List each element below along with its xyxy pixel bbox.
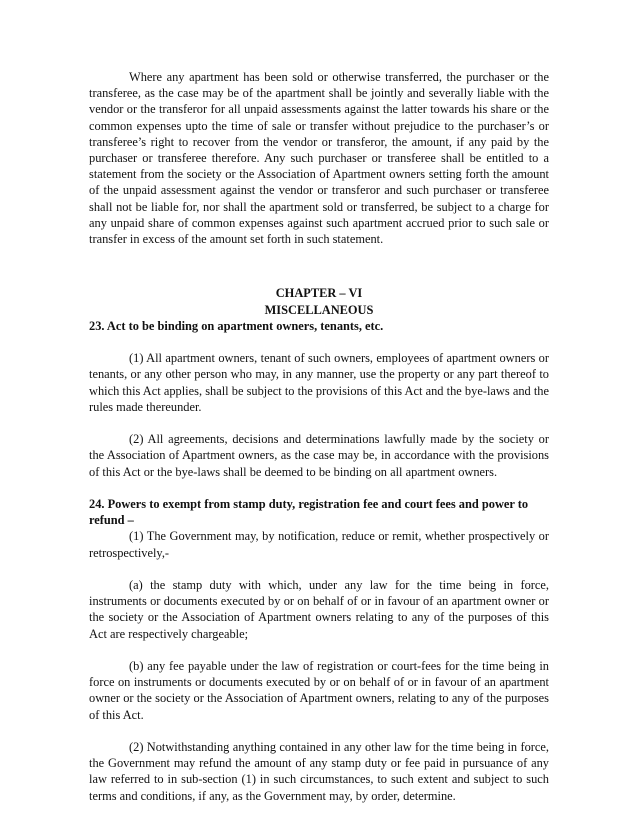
section-24-paragraph-a: (a) the stamp duty with which, under any law for the time being in force, instruments or documents executed by or on behalf of or in favour of an apartment owner or the society or the Association of Apartment owners relating to any of the purposes of this Act are respectively chargeable; xyxy=(89,578,549,641)
spacer xyxy=(89,415,549,431)
spacer xyxy=(89,723,549,739)
spacer xyxy=(89,642,549,658)
spacer xyxy=(89,334,549,350)
section-23-paragraph-1: (1) All apartment owners, tenant of such owners, employees of apartment owners or tenants, or any other person who may, in any manner, use the property or any part thereof to which this Act applies, shall be subject to the provisions of this Act and the bye-laws and the rules made thereunder. xyxy=(89,351,549,414)
document-page xyxy=(89,69,549,804)
chapter-title: CHAPTER – VI xyxy=(275,286,363,301)
intro-paragraph: Where any apartment has been sold or otherwise transferred, the purchaser or the transferee, as the case may be of the apartment shall be jointly and severally liable with the vendor or the transferor for all unpaid assessments against the latter towards his share or the common expenses upto the time of sale or transfer without prejudice to the purchaser’s or transferee’s right to recover from the vendor or transferor, the amount, if any paid by the purchaser or transferee therefore. Any such purchaser or transferee shall be entitled to a statement from the society or the Association of Apartment owners setting forth the amount of the unpaid assessment against the vendor or transferor and such purchaser or transferee shall not be liable for, nor shall the apartment sold or transferred, be subject to a charge for any unpaid share of common expenses against such apartment accrued prior to such sale or transfer in excess of the amount set forth in such statement. xyxy=(89,70,549,247)
spacer xyxy=(89,561,549,577)
chapter-subtitle: MISCELLANEOUS xyxy=(264,302,374,317)
spacer xyxy=(89,247,549,269)
section-24-heading: 24. Powers to exempt from stamp duty, registration fee and court fees and power to refund – xyxy=(89,497,529,528)
spacer xyxy=(89,269,549,285)
section-24-paragraph-2: (2) Notwithstanding anything contained in any other law for the time being in force, the Government may refund the amount of any stamp duty or fee paid in pursuance of any law referred to in sub-section (1) in such circumstances, to such extent and subject to such terms and conditions, if any, as the Government may, by order, determine. xyxy=(89,740,549,803)
section-23-paragraph-2: (2) All agreements, decisions and determinations lawfully made by the society or the Association of Apartment owners, as the case may be, in accordance with the provisions of this Act or the bye-laws shall be deemed to be binding on all apartment owners. xyxy=(89,432,549,479)
section-24-paragraph-b: (b) any fee payable under the law of registration or court-fees for the time being in force on instruments or documents executed by or on behalf of or in favour of an apartment owner or the society or the Association of Apartment owners, relating to any of the purposes of this Act. xyxy=(89,659,549,722)
section-23-heading: 23. Act to be binding on apartment owners, tenants, etc. xyxy=(89,318,384,333)
section-24-paragraph-1: (1) The Government may, by notification, reduce or remit, whether prospectively or retrospectively,- xyxy=(89,529,549,560)
spacer xyxy=(89,480,549,496)
